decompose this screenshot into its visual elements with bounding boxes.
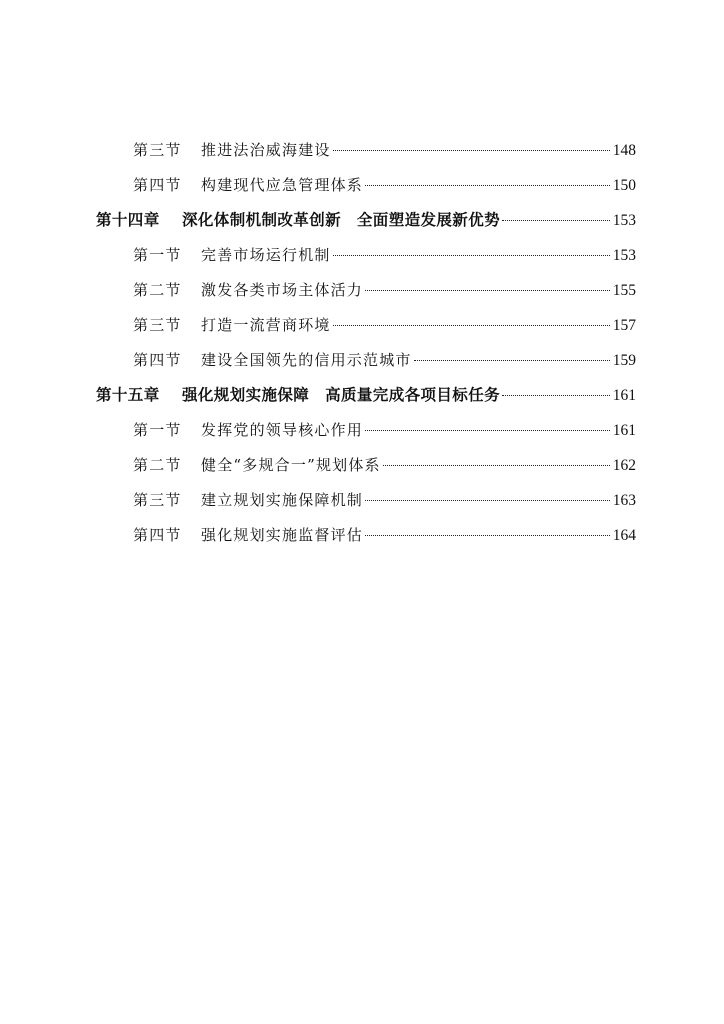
toc-entry-section[interactable] <box>96 311 636 346</box>
toc-page-number: 159 <box>612 352 636 369</box>
toc-leader-dots <box>365 290 610 291</box>
toc-leader-dots <box>414 360 610 361</box>
toc-page-number: 164 <box>612 527 636 544</box>
toc-entry-section[interactable] <box>96 171 636 206</box>
toc-section-number: 第一节 <box>133 246 182 264</box>
toc-entry-chapter[interactable] <box>96 206 636 241</box>
toc-section-title: 强化规划实施监督评估 <box>201 526 364 544</box>
toc-section-number: 第二节 <box>133 456 182 474</box>
toc-page-number: 148 <box>612 142 636 159</box>
toc-section-number: 第一节 <box>133 421 182 439</box>
toc-leader-dots <box>365 535 610 536</box>
toc-entry-section[interactable] <box>96 276 636 311</box>
toc-page-number: 150 <box>612 177 636 194</box>
toc-section-title: 发挥党的领导核心作用 <box>201 421 364 439</box>
toc-section-title: 建设全国领先的信用示范城市 <box>201 351 412 369</box>
toc-section-title: 推进法治威海建设 <box>201 141 331 159</box>
toc-page-number: 162 <box>612 457 636 474</box>
toc-section-title: 完善市场运行机制 <box>201 246 331 264</box>
toc-section-title: 健全“多规合一”规划体系 <box>201 456 381 474</box>
toc-entry-section[interactable] <box>96 486 636 521</box>
toc-page-number: 163 <box>612 492 636 509</box>
toc-leader-dots <box>365 185 610 186</box>
toc-entry-section[interactable] <box>96 136 636 171</box>
toc-page-number: 161 <box>612 422 636 439</box>
toc-section-title: 打造一流营商环境 <box>201 316 331 334</box>
toc-leader-dots <box>502 395 610 396</box>
toc-section-number: 第四节 <box>133 176 182 194</box>
toc-section-number: 第三节 <box>133 491 182 509</box>
toc-entry-section[interactable] <box>96 416 636 451</box>
toc-leader-dots <box>365 500 610 501</box>
toc-entry-section[interactable] <box>96 241 636 276</box>
table-of-contents <box>96 136 636 556</box>
toc-section-title: 激发各类市场主体活力 <box>201 281 364 299</box>
toc-entry-chapter[interactable] <box>96 381 636 416</box>
toc-chapter-number: 第十四章 <box>96 211 160 229</box>
toc-page-number: 153 <box>612 212 636 229</box>
toc-section-title: 构建现代应急管理体系 <box>201 176 364 194</box>
toc-section-number: 第四节 <box>133 351 182 369</box>
toc-chapter-number: 第十五章 <box>96 386 160 404</box>
toc-leader-dots <box>333 255 610 256</box>
toc-page-number: 153 <box>612 247 636 264</box>
toc-section-number: 第三节 <box>133 141 182 159</box>
toc-leader-dots <box>333 325 610 326</box>
toc-page-number: 161 <box>612 387 636 404</box>
toc-section-number: 第三节 <box>133 316 182 334</box>
toc-leader-dots <box>383 465 610 466</box>
toc-entry-section[interactable] <box>96 521 636 556</box>
toc-chapter-title: 深化体制机制改革创新 全面塑造发展新优势 <box>182 211 501 229</box>
toc-entry-section[interactable] <box>96 346 636 381</box>
toc-section-title: 建立规划实施保障机制 <box>201 491 364 509</box>
toc-leader-dots <box>333 150 610 151</box>
toc-section-number: 第二节 <box>133 281 182 299</box>
toc-leader-dots <box>502 220 610 221</box>
toc-section-number: 第四节 <box>133 526 182 544</box>
toc-leader-dots <box>365 430 610 431</box>
toc-page-number: 155 <box>612 282 636 299</box>
toc-chapter-title: 强化规划实施保障 高质量完成各项目标任务 <box>182 386 501 404</box>
toc-entry-section[interactable] <box>96 451 636 486</box>
toc-page-number: 157 <box>612 317 636 334</box>
